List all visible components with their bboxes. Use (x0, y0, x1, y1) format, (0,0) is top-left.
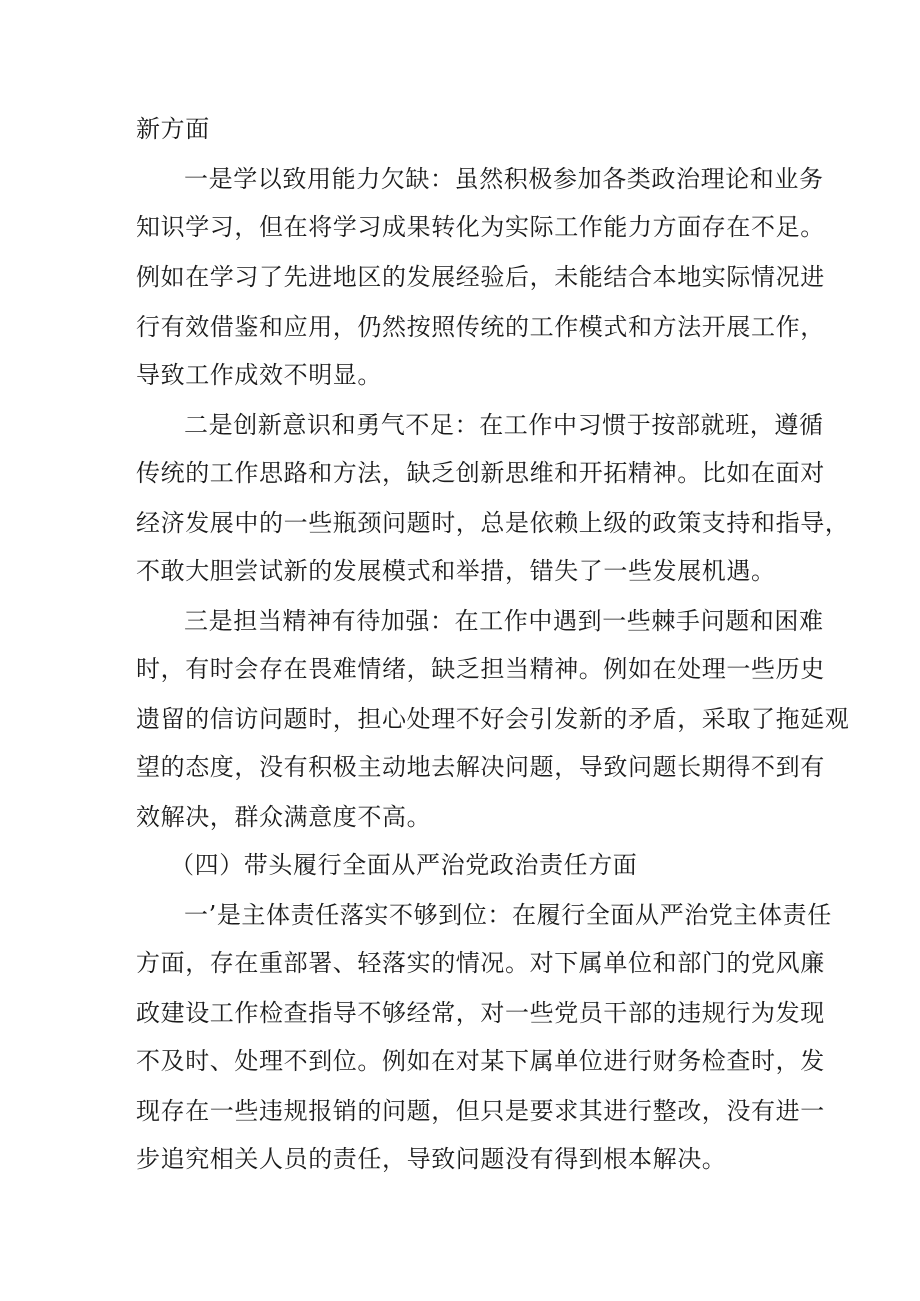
paragraph-2-line-4: 不敢大胆尝试新的发展模式和举措，错失了一些发展机遇。 (136, 557, 776, 585)
paragraph-2-line-2: 传统的工作思路和方法，缺乏创新思维和开拓精神。比如在面对 (136, 459, 825, 487)
paragraph-4-line-5: 现存在一些违规报销的问题，但只是要求其进行整改，没有进一 (136, 1097, 825, 1125)
text-line-0: 新方面 (136, 115, 210, 143)
paragraph-3-line-2: 时，有时会存在畏难情绪，缺乏担当精神。例如在处理一些历史 (136, 655, 825, 683)
paragraph-2-line-1: 二是创新意识和勇气不足：在工作中习惯于按部就班，遵循 (184, 411, 824, 439)
paragraph-3-line-1: 三是担当精神有待加强：在工作中遇到一些棘手问题和困难 (184, 607, 824, 635)
paragraph-1-line-5: 导致工作成效不明显。 (136, 361, 382, 389)
section-heading: （四）带头履行全面从严治党政治责任方面 (170, 851, 638, 879)
paragraph-1-line-3: 例如在学习了先进地区的发展经验后，未能结合本地实际情况进 (136, 263, 825, 291)
paragraph-3-line-3: 遗留的信访问题时，担心处理不好会引发新的矛盾，采取了拖延观 (136, 705, 850, 733)
paragraph-1-line-2: 知识学习，但在将学习成果转化为实际工作能力方面存在不足。 (136, 213, 825, 241)
paragraph-3-line-5: 效解决，群众满意度不高。 (136, 803, 432, 831)
paragraph-1-line-4: 行有效借鉴和应用，仍然按照传统的工作模式和方法开展工作， (136, 313, 825, 341)
paragraph-2-line-3: 经济发展中的一些瓶颈问题时，总是依赖上级的政策支持和指导， (136, 509, 850, 537)
paragraph-4-line-3: 政建设工作检查指导不够经常，对一些党员干部的违规行为发现 (136, 999, 825, 1027)
paragraph-1-line-1: 一是学以致用能力欠缺：虽然积极参加各类政治理论和业务 (184, 165, 824, 193)
paragraph-4-line-4: 不及时、处理不到位。例如在对某下属单位进行财务检查时，发 (136, 1047, 825, 1075)
paragraph-4-line-2: 方面，存在重部署、轻落实的情况。对下属单位和部门的党风廉 (136, 949, 825, 977)
paragraph-4-line-6: 步追究相关人员的责任，导致问题没有得到根本解决。 (136, 1145, 727, 1173)
paragraph-3-line-4: 望的态度，没有积极主动地去解决问题，导致问题长期得不到有 (136, 753, 825, 781)
paragraph-4-line-1: 一’是主体责任落实不够到位：在履行全面从严治党主体责任 (184, 901, 832, 929)
